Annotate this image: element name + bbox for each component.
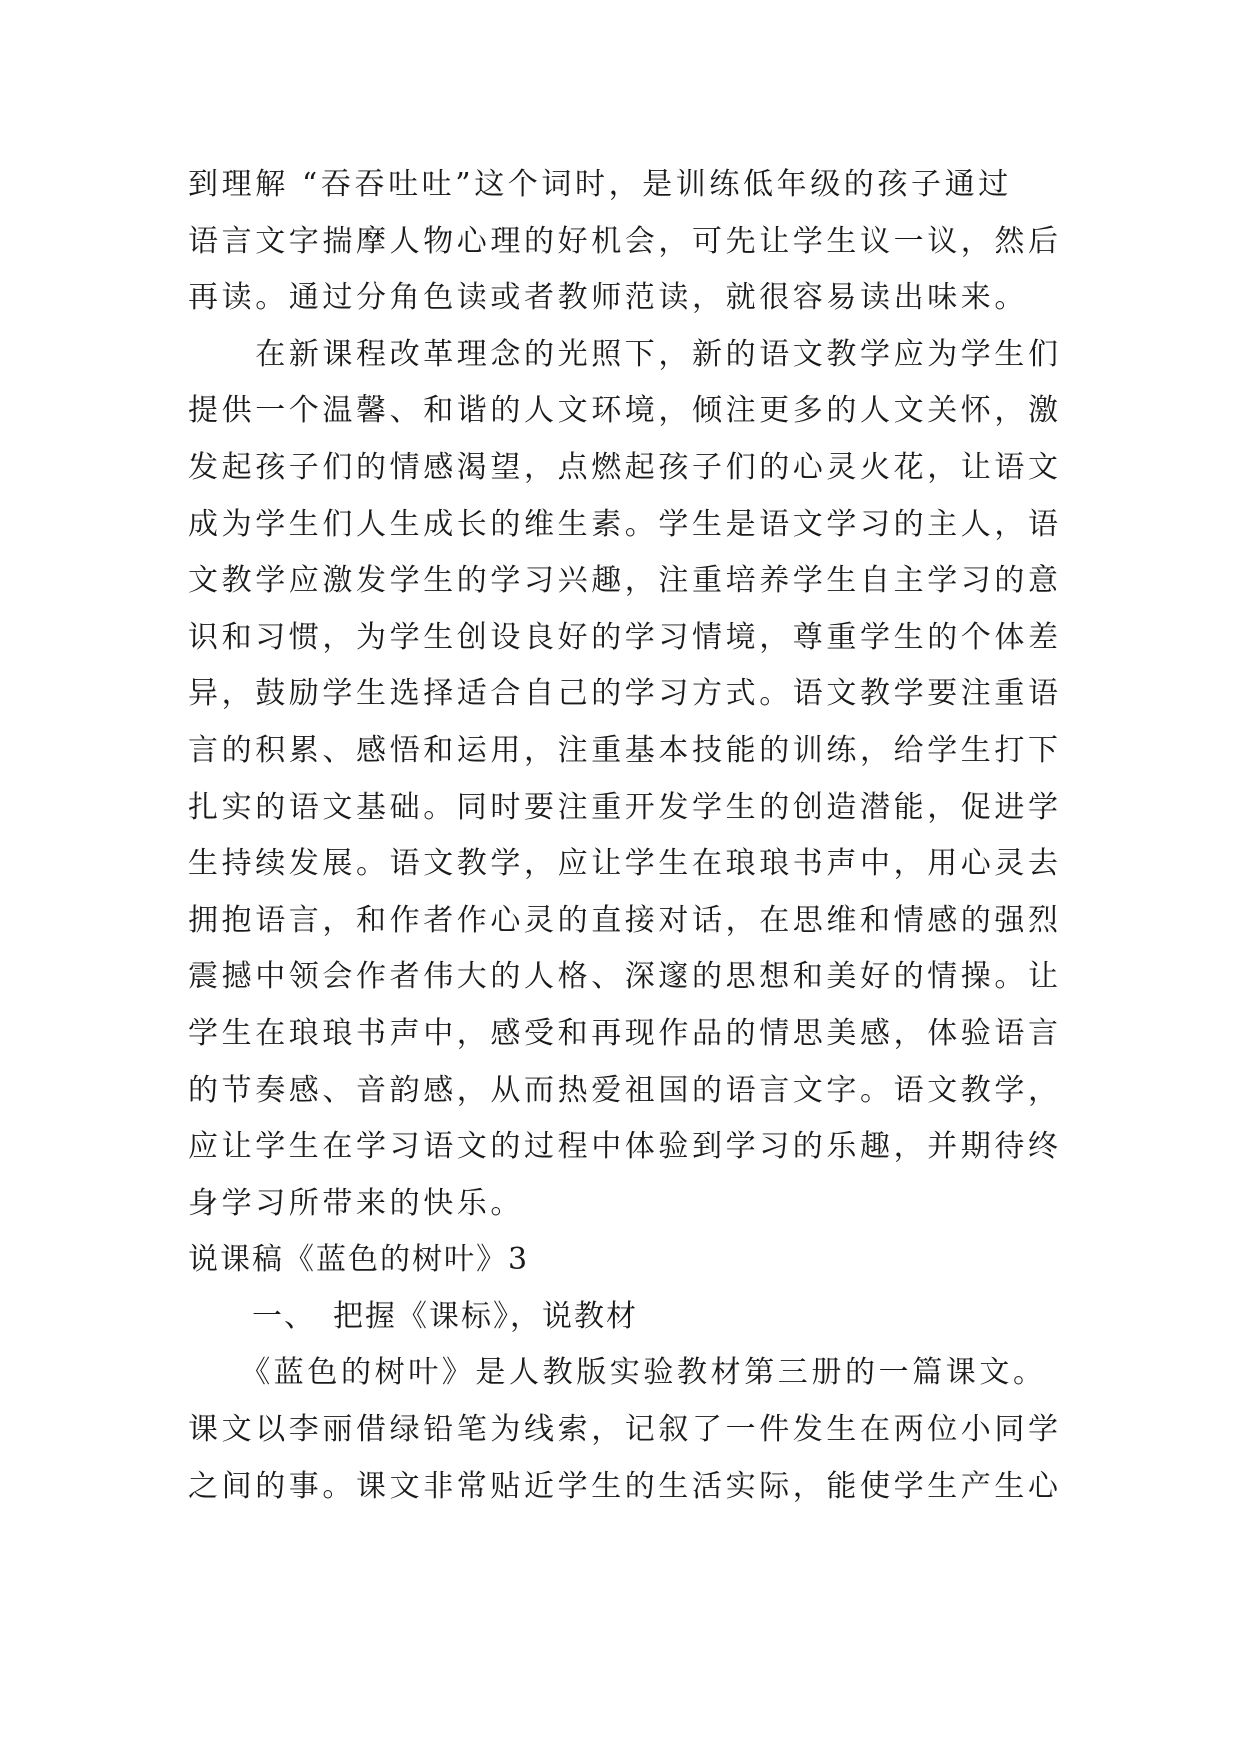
body-text — [188, 157, 1068, 1515]
text-line: 扎实的语文基础。同时要注重开发学生的创造潜能，促进学 — [188, 789, 1062, 825]
text-line: 《蓝色的树叶》是人教版实验教材第三册的一篇课文。 — [188, 1355, 1047, 1391]
text-line: 在新课程改革理念的光照下，新的语文教学应为学生们 — [188, 336, 1062, 372]
text-line: 言的积累、感悟和运用，注重基本技能的训练，给学生打下 — [188, 732, 1062, 768]
text-line: 识和习惯，为学生创设良好的学习情境，尊重学生的个体差 — [188, 619, 1062, 655]
text-line: 语言文字揣摩人物心理的好机会，可先让学生议一议，然后 — [188, 223, 1062, 259]
text-line: 拥抱语言，和作者作心灵的直接对话，在思维和情感的强烈 — [188, 902, 1062, 938]
text-line: 异，鼓励学生选择适合自己的学习方式。语文教学要注重语 — [188, 676, 1062, 712]
text-line: 震撼中领会作者伟大的人格、深邃的思想和美好的情操。让 — [188, 959, 1062, 995]
text-line: 学生在琅琅书声中，感受和再现作品的情思美感，体验语言 — [188, 1015, 1062, 1051]
subsection-heading: 一、 把握《课标》，说教材 — [188, 1298, 638, 1334]
section-heading: 说课稿《蓝色的树叶》3 — [188, 1242, 530, 1278]
text-line: 应让学生在学习语文的过程中体验到学习的乐趣，并期待终 — [188, 1129, 1062, 1165]
text-line: 再读。通过分角色读或者教师范读，就很容易读出味来。 — [188, 280, 1028, 316]
text-line: 成为学生们人生成长的维生素。学生是语文学习的主人，语 — [188, 506, 1062, 542]
text-line: 的节奏感、音韵感，从而热爱祖国的语言文字。语文教学， — [188, 1072, 1062, 1108]
text-line: 课文以李丽借绿铅笔为线索，记叙了一件发生在两位小同学 — [188, 1412, 1062, 1448]
text-line: 到理解 “吞吞吐吐”这个词时，是训练低年级的孩子通过 — [188, 167, 1012, 202]
text-line: 发起孩子们的情感渴望，点燃起孩子们的心灵火花，让语文 — [188, 449, 1062, 485]
text-line: 文教学应激发学生的学习兴趣，注重培养学生自主学习的意 — [188, 563, 1062, 599]
text-line: 提供一个温馨、和谐的人文环境，倾注更多的人文关怀，激 — [188, 393, 1062, 429]
text-line: 之间的事。课文非常贴近学生的生活实际，能使学生产生心 — [188, 1468, 1062, 1504]
text-line: 生持续发展。语文教学，应让学生在琅琅书声中，用心灵去 — [188, 846, 1062, 882]
text-line: 身学习所带来的快乐。 — [188, 1185, 524, 1221]
